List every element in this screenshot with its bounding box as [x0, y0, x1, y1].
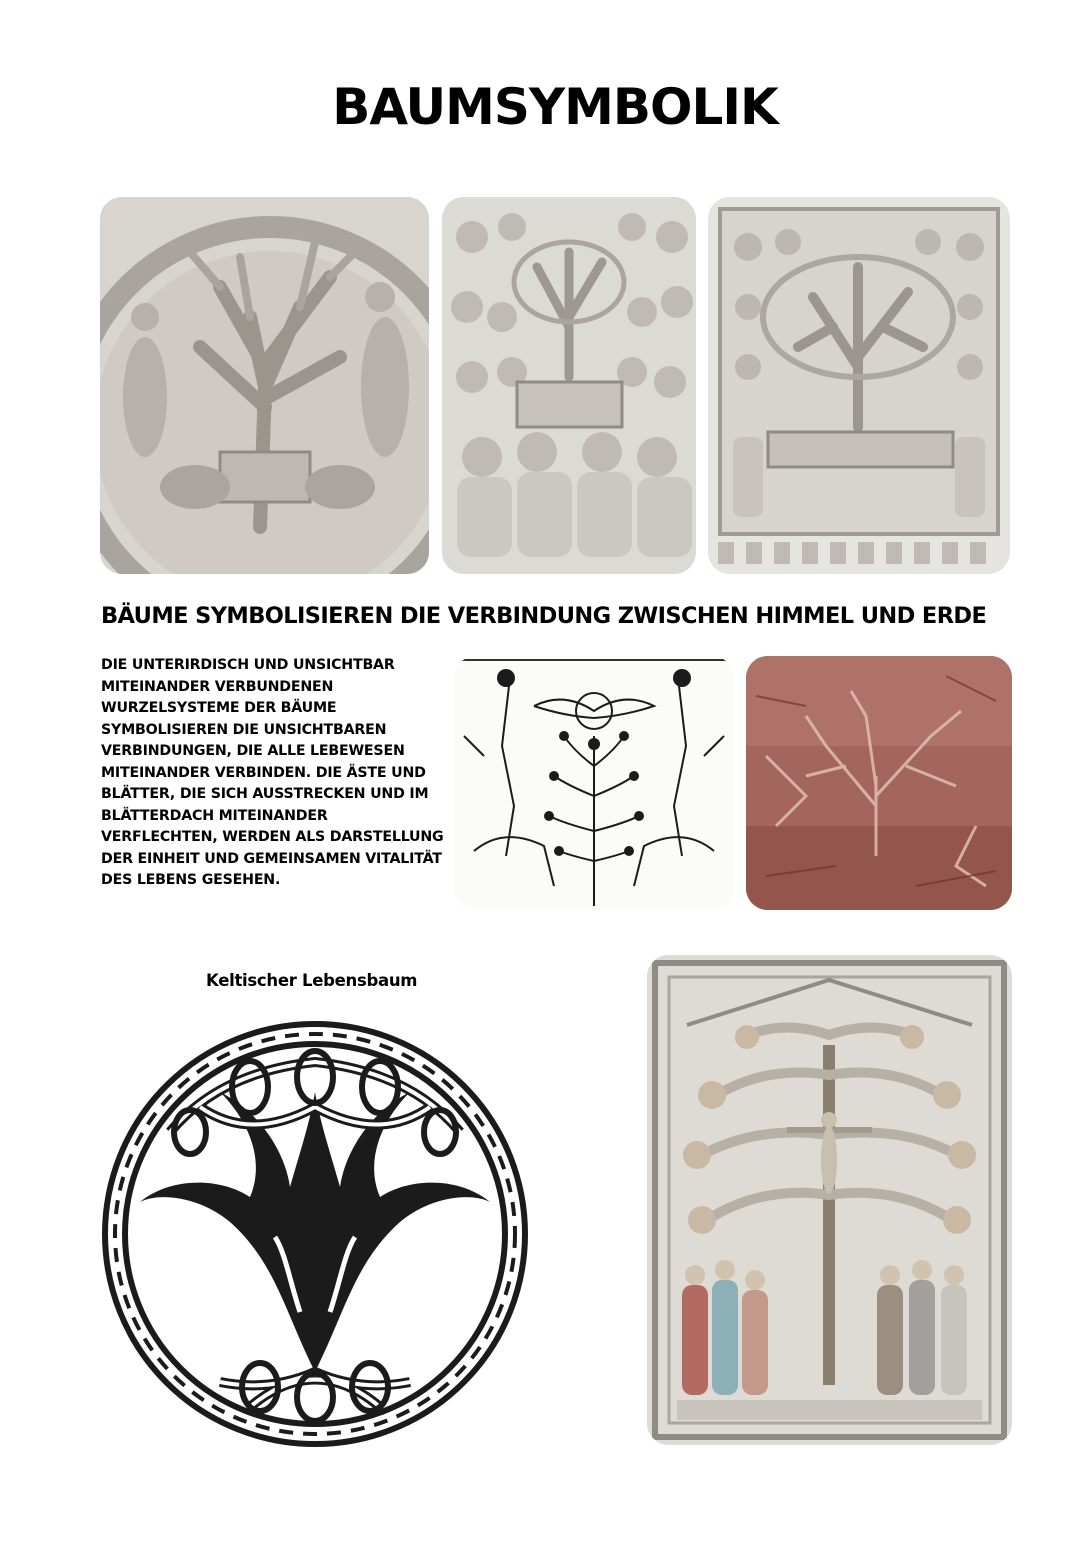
page-title: BAUMSYMBOLIK — [332, 78, 778, 136]
red-stone-relief — [746, 656, 1012, 910]
crucifixion-tree-fresco — [647, 955, 1012, 1445]
celtic-tree-of-life-image — [100, 1012, 530, 1452]
section-subheading: BÄUME SYMBOLISIEREN DIE VERBINDUNG ZWISCHEN HIMMEL UND ERDE — [101, 603, 987, 629]
celtic-tree-caption: Keltischer Lebensbaum — [206, 971, 418, 990]
relief-image-ornate-tree — [708, 197, 1010, 574]
relief-image-circular-tree — [100, 197, 429, 574]
relief-image-crowd-tree — [442, 197, 696, 574]
body-paragraph: DIE UNTERIRDISCH UND UNSICHTBAR MITEINANDER VERBUNDENEN WURZELSYSTEME DER BÄUME SYMBOLISIEREN DIE UNSICHTBAREN VERBINDUNGEN, DIE ALLE LEBEWESEN MITEINANDER VERBINDEN. DIE ÄSTE UND BLÄTTER, DIE SICH AUSSTRECKEN UND IM BLÄTTERDACH MITEINANDER VERFLECHTEN, WERDEN ALS DARSTELLUNG DER EINHEIT UND GEMEINSAMEN VITALITÄT DES LEBENS GESEHEN. — [101, 657, 444, 888]
assyrian-tree-drawing — [454, 656, 734, 910]
